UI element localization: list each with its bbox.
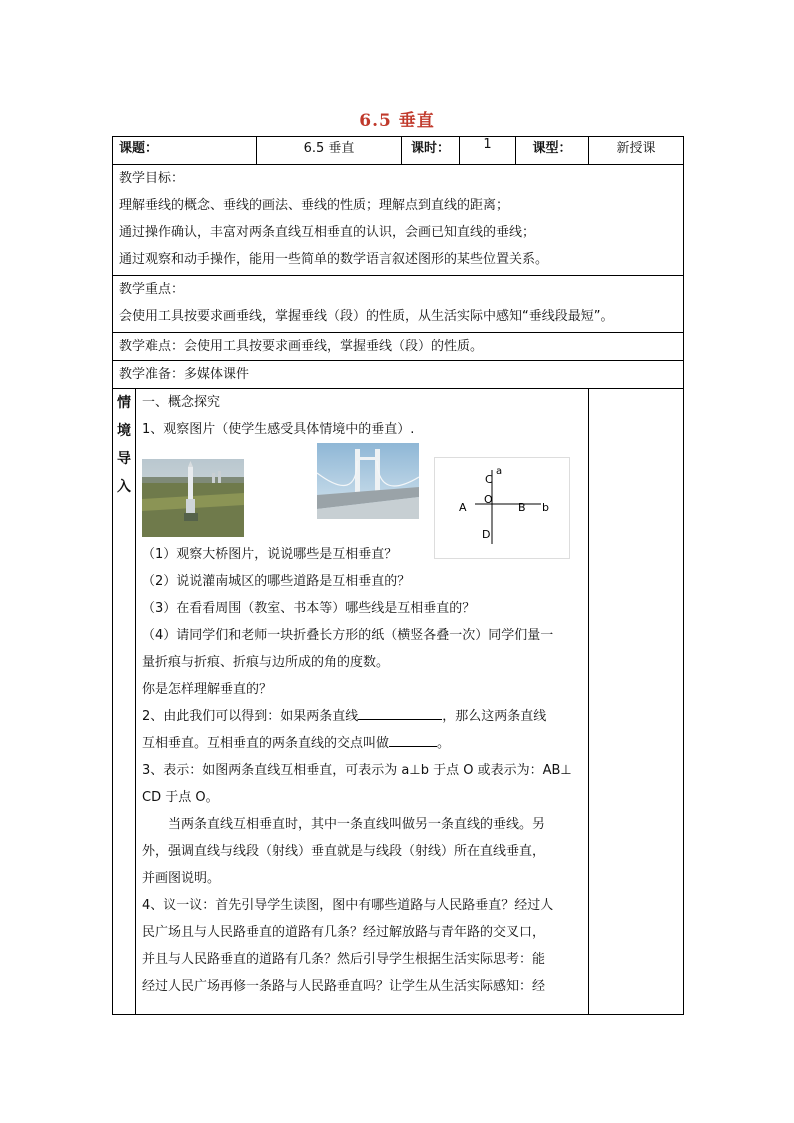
key-points-heading: 教学重点：	[119, 282, 185, 297]
label-b-point: B	[518, 501, 526, 514]
figures-row	[142, 443, 582, 541]
type-label: 课型：	[516, 137, 589, 165]
objective-line: 理解垂线的概念、垂线的画法、垂线的性质；理解点到直线的距离；	[119, 198, 510, 213]
topic-label: 课题：	[113, 137, 257, 165]
rocket-launch-photo	[142, 459, 244, 537]
objective-line: 通过观察和动手操作，能用一些简单的数学语言叙述图形的某些位置关系。	[119, 252, 549, 267]
preparation-row	[113, 361, 684, 389]
section-content-cell	[136, 389, 589, 1015]
objectives-heading: 教学目标：	[119, 171, 185, 186]
label-o: O	[484, 493, 493, 506]
type-value: 新授课	[589, 137, 684, 165]
page-title: 6.5 垂直	[359, 111, 435, 131]
label-d: D	[482, 528, 491, 541]
key-points-row	[113, 276, 684, 333]
fill-blank	[358, 703, 442, 720]
paragraph-line: 并画图说明。	[142, 871, 221, 886]
lesson-plan-table	[112, 136, 684, 1015]
question-item: （2）说说灌南城区的哪些道路是互相垂直的？	[142, 574, 411, 589]
item-2-cont: 互相垂直。互相垂直的两条直线的交点叫做 。	[142, 730, 582, 757]
topic-value: 6.5 垂直	[257, 137, 402, 165]
header-row	[113, 137, 684, 165]
section-side-label: 情 境 导 入	[113, 389, 136, 1015]
section-heading: 一、概念探究	[142, 395, 221, 410]
objective-line: 通过操作确认，丰富对两条直线互相垂直的认识，会画已知直线的垂线；	[119, 225, 536, 240]
perpendicular-lines-diagram	[434, 457, 570, 559]
preparation-text: 教学准备：多媒体课件	[119, 367, 250, 382]
item-3-cont: CD 于点 O。	[142, 790, 219, 805]
item-4-line: 并且与人民路垂直的道路有几条？然后引导学生根据生活实际思考：能	[142, 952, 546, 967]
section-row	[113, 389, 684, 1015]
item-2: 2、由此我们可以得到：如果两条直线 ，那么这两条直线	[142, 703, 582, 730]
item-1: 1、观察图片（使学生感受具体情境中的垂直）.	[142, 422, 415, 437]
difficulty-row	[113, 333, 684, 361]
question-item: （3）在看看周围（教室、书本等）哪些线是互相垂直的？	[142, 601, 476, 616]
question-item: （4）请同学们和老师一块折叠长方形的纸（横竖各叠一次）同学们量一	[142, 628, 554, 643]
label-a-point: A	[459, 501, 467, 514]
key-points-text: 会使用工具按要求画垂线，掌握垂线（段）的性质，从生活实际中感知“垂线段最短”。	[119, 309, 614, 324]
item-3: 3、表示：如图两条直线互相垂直，可表示为 a⊥b 于点 O 或表示为：AB⊥	[142, 763, 572, 778]
question-item: （1）观察大桥图片，说说哪些是互相垂直？	[142, 547, 398, 562]
notes-column	[589, 389, 684, 1015]
question-item: 你是怎样理解垂直的？	[142, 682, 273, 697]
objectives-row	[113, 165, 684, 276]
item-4-line: 民广场且与人民路垂直的道路有几条？经过解放路与青年路的交叉口，	[142, 925, 546, 940]
item-4-line: 4、议一议：首先引导学生读图，图中有哪些道路与人民路垂直？经过人	[142, 898, 554, 913]
fill-blank	[389, 730, 437, 747]
paragraph-line: 当两条直线互相垂直时，其中一条直线叫做另一条直线的垂线。另	[168, 817, 546, 832]
label-a: a	[496, 466, 503, 477]
hours-label: 课时：	[402, 137, 460, 165]
item-4-line: 经过人民广场再修一条路与人民路垂直吗？让学生从生活实际感知：经	[142, 979, 546, 994]
difficulty-text: 教学难点：会使用工具按要求画垂线，掌握垂线（段）的性质。	[119, 339, 484, 354]
paragraph-line: 外，强调直线与线段（射线）垂直就是与线段（射线）所在直线垂直，	[142, 844, 546, 859]
bridge-photo	[317, 443, 419, 519]
question-item: 量折痕与折痕、折痕与边所成的角的度数。	[142, 655, 390, 670]
label-c: C	[485, 473, 493, 486]
hours-value: 1	[460, 137, 516, 165]
label-b: b	[542, 501, 549, 514]
